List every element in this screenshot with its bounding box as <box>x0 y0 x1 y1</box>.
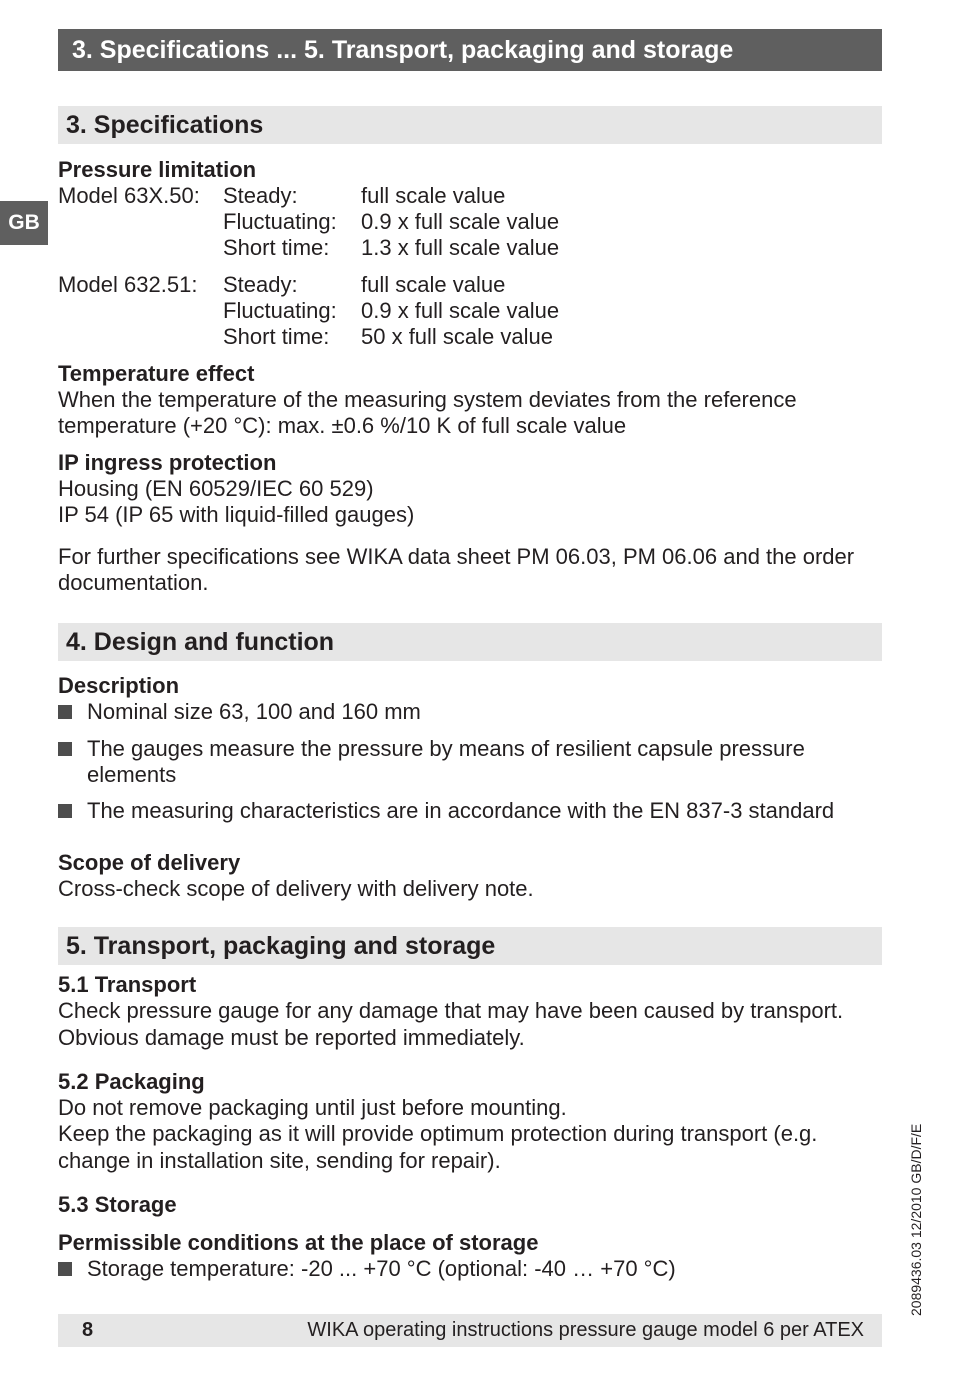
spec-value: 0.9 x full scale value <box>361 209 560 234</box>
scope-of-delivery-heading: Scope of delivery <box>58 850 241 875</box>
spec-value: 50 x full scale value <box>361 324 553 349</box>
spec-value: full scale value <box>361 272 506 297</box>
further-specifications-text: For further specifications see WIKA data sheet PM 06.03, PM 06.06 and the order <box>58 544 855 569</box>
model-label: Model 632.51: <box>58 272 198 297</box>
list-item: Nominal size 63, 100 and 160 mm <box>87 699 421 724</box>
spec-label: Short time: <box>223 324 330 349</box>
model-label: Model 63X.50: <box>58 183 200 208</box>
section-title-transport: 5. Transport, packaging and storage <box>58 927 882 965</box>
bullet-square-icon <box>58 804 72 818</box>
temperature-effect-text: temperature (+20 °C): max. ±0.6 %/10 K of full scale value <box>58 413 627 438</box>
transport-text: Obvious damage must be reported immediately. <box>58 1025 525 1050</box>
packaging-text: Do not remove packaging until just before mounting. <box>58 1095 567 1120</box>
spec-label: Steady: <box>223 272 298 297</box>
page-number: 8 <box>82 1319 94 1341</box>
spec-label: Steady: <box>223 183 298 208</box>
list-item-continuation: elements <box>87 762 177 787</box>
page-footer <box>58 1314 882 1347</box>
list-item: The gauges measure the pressure by means of resilient capsule pressure <box>87 736 805 761</box>
ip-protection-text: IP 54 (IP 65 with liquid-filled gauges) <box>58 502 415 527</box>
language-tab: GB <box>0 201 48 245</box>
temperature-effect-heading: Temperature effect <box>58 361 255 386</box>
ip-protection-text: Housing (EN 60529/IEC 60 529) <box>58 476 374 501</box>
document-reference: 2089436.03 12/2010 GB/D/F/E <box>908 1123 924 1316</box>
storage-conditions-heading: Permissible conditions at the place of storage <box>58 1230 539 1255</box>
section-title-design-function: 4. Design and function <box>58 623 882 661</box>
scope-of-delivery-text: Cross-check scope of delivery with delivery note. <box>58 876 534 901</box>
spec-label: Fluctuating: <box>223 298 337 323</box>
spec-value: 1.3 x full scale value <box>361 235 560 260</box>
temperature-effect-text: When the temperature of the measuring system deviates from the reference <box>58 387 797 412</box>
storage-temperature-item: Storage temperature: -20 ... +70 °C (optional: -40 … +70 °C) <box>87 1256 676 1281</box>
spec-value: full scale value <box>361 183 506 208</box>
spec-value: 0.9 x full scale value <box>361 298 560 323</box>
bullet-square-icon <box>58 705 72 719</box>
packaging-text: Keep the packaging as it will provide optimum protection during transport (e.g. <box>58 1121 818 1146</box>
section-title-specifications: 3. Specifications <box>58 106 882 144</box>
storage-heading: 5.3 Storage <box>58 1192 177 1217</box>
packaging-text: change in installation site, sending for repair). <box>58 1148 501 1173</box>
list-item: The measuring characteristics are in accordance with the EN 837-3 standard <box>87 798 835 823</box>
spec-label: Short time: <box>223 235 330 260</box>
packaging-heading: 5.2 Packaging <box>58 1069 205 1094</box>
pressure-limitation-heading: Pressure limitation <box>58 157 257 182</box>
spec-label: Fluctuating: <box>223 209 337 234</box>
further-specifications-text: documentation. <box>58 570 209 595</box>
bullet-square-icon <box>58 742 72 756</box>
footer-text: WIKA operating instructions pressure gauge model 6 per ATEX <box>307 1319 864 1341</box>
ip-protection-heading: IP ingress protection <box>58 450 277 475</box>
transport-heading: 5.1 Transport <box>58 972 197 997</box>
description-heading: Description <box>58 673 180 698</box>
transport-text: Check pressure gauge for any damage that may have been caused by transport. <box>58 998 844 1023</box>
bullet-square-icon <box>58 1262 72 1276</box>
page-header: 3. Specifications ... 5. Transport, packaging and storage <box>58 29 882 71</box>
